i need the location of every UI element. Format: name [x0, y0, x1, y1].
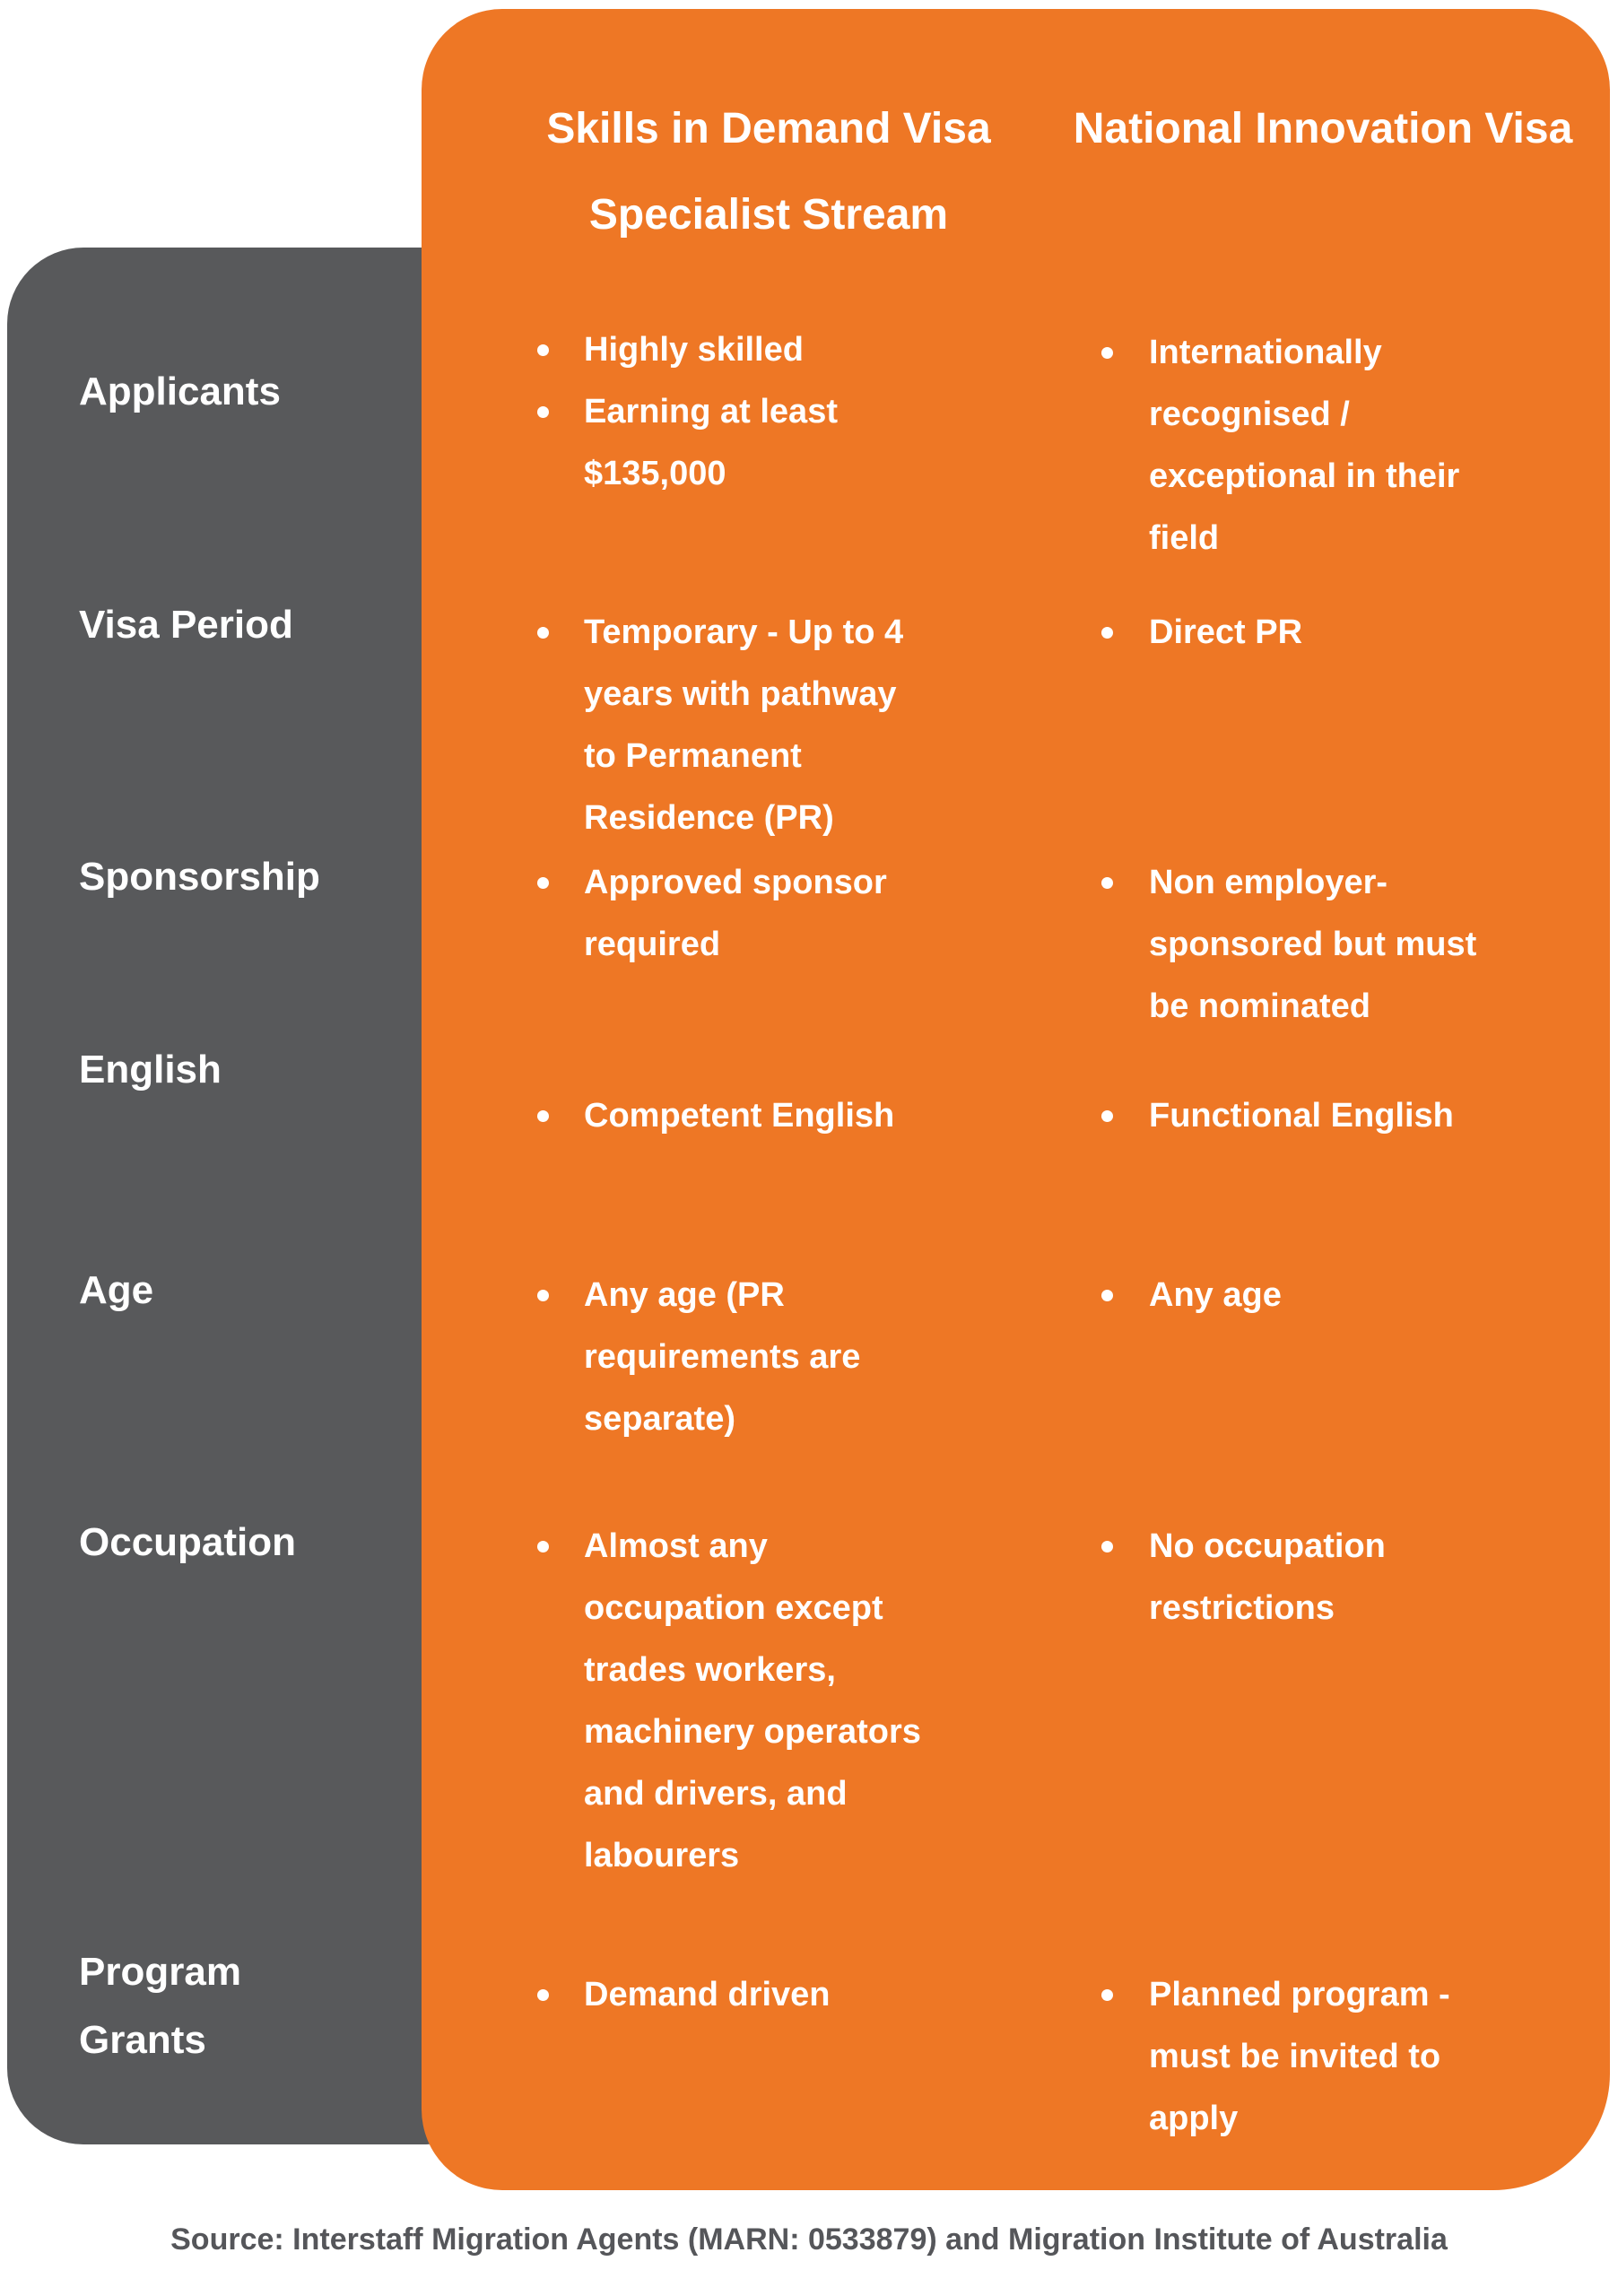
- column-header-skills-in-demand: Skills in Demand Visa Specialist Stream: [546, 105, 991, 239]
- column-header-national-innovation: National Innovation Visa: [1073, 105, 1573, 152]
- bullet-item: Planned program - must be invited to apply: [1099, 1964, 1508, 2150]
- bullet-item: Temporary - Up to 4 years with pathway to Permanent Residence (PR): [535, 602, 929, 849]
- bullet-item: Internationally recognised / exceptional in their field: [1099, 322, 1508, 570]
- bullet-item: Non employer-sponsored but must be nominated: [1099, 852, 1508, 1038]
- row-label-visa-period: Visa Period: [79, 603, 293, 647]
- cell-program-grants-sid: [535, 1964, 929, 2026]
- row-label-age: Age: [79, 1268, 154, 1312]
- bullet-item: No occupation restrictions: [1099, 1516, 1508, 1639]
- bullet-item: Any age: [1099, 1265, 1508, 1326]
- row-label-applicants: Applicants: [79, 370, 281, 413]
- cell-applicants-niv: [1099, 322, 1508, 570]
- row-label-occupation: Occupation: [79, 1520, 297, 1564]
- cell-occupation-niv: [1099, 1516, 1508, 1639]
- cell-english-niv: [1099, 1085, 1508, 1147]
- bullet-item: Demand driven: [535, 1964, 929, 2026]
- bullet-item: Any age (PR requirements are separate): [535, 1265, 929, 1450]
- bullet-item: Approved sponsor required: [535, 852, 929, 976]
- bullet-item: Earning at least $135,000: [535, 381, 929, 505]
- cell-applicants-sid: [535, 319, 929, 505]
- cell-sponsorship-niv: [1099, 852, 1508, 1038]
- cell-english-sid: [535, 1085, 929, 1147]
- bullet-item: Almost any occupation except trades workers, machinery operators and drivers, and labourers: [535, 1516, 929, 1887]
- bullet-item: Competent English: [535, 1085, 929, 1147]
- cell-age-niv: [1099, 1265, 1508, 1326]
- row-label-sponsorship: Sponsorship: [79, 855, 320, 899]
- cell-age-sid: [535, 1265, 929, 1450]
- source-attribution: Source: Interstaff Migration Agents (MARN: 0533879) and Migration Institute of Australia: [170, 2222, 1448, 2257]
- bullet-item: Direct PR: [1099, 602, 1508, 664]
- cell-occupation-sid: [535, 1516, 929, 1887]
- bullet-item: Highly skilled: [535, 319, 929, 381]
- cell-sponsorship-sid: [535, 852, 929, 976]
- row-label-program-grants: Program Grants: [79, 1950, 241, 2062]
- cell-program-grants-niv: [1099, 1964, 1508, 2150]
- cell-visa-period-niv: [1099, 602, 1508, 664]
- bullet-item: Functional English: [1099, 1085, 1508, 1147]
- row-label-english: English: [79, 1048, 222, 1091]
- cell-visa-period-sid: [535, 602, 929, 849]
